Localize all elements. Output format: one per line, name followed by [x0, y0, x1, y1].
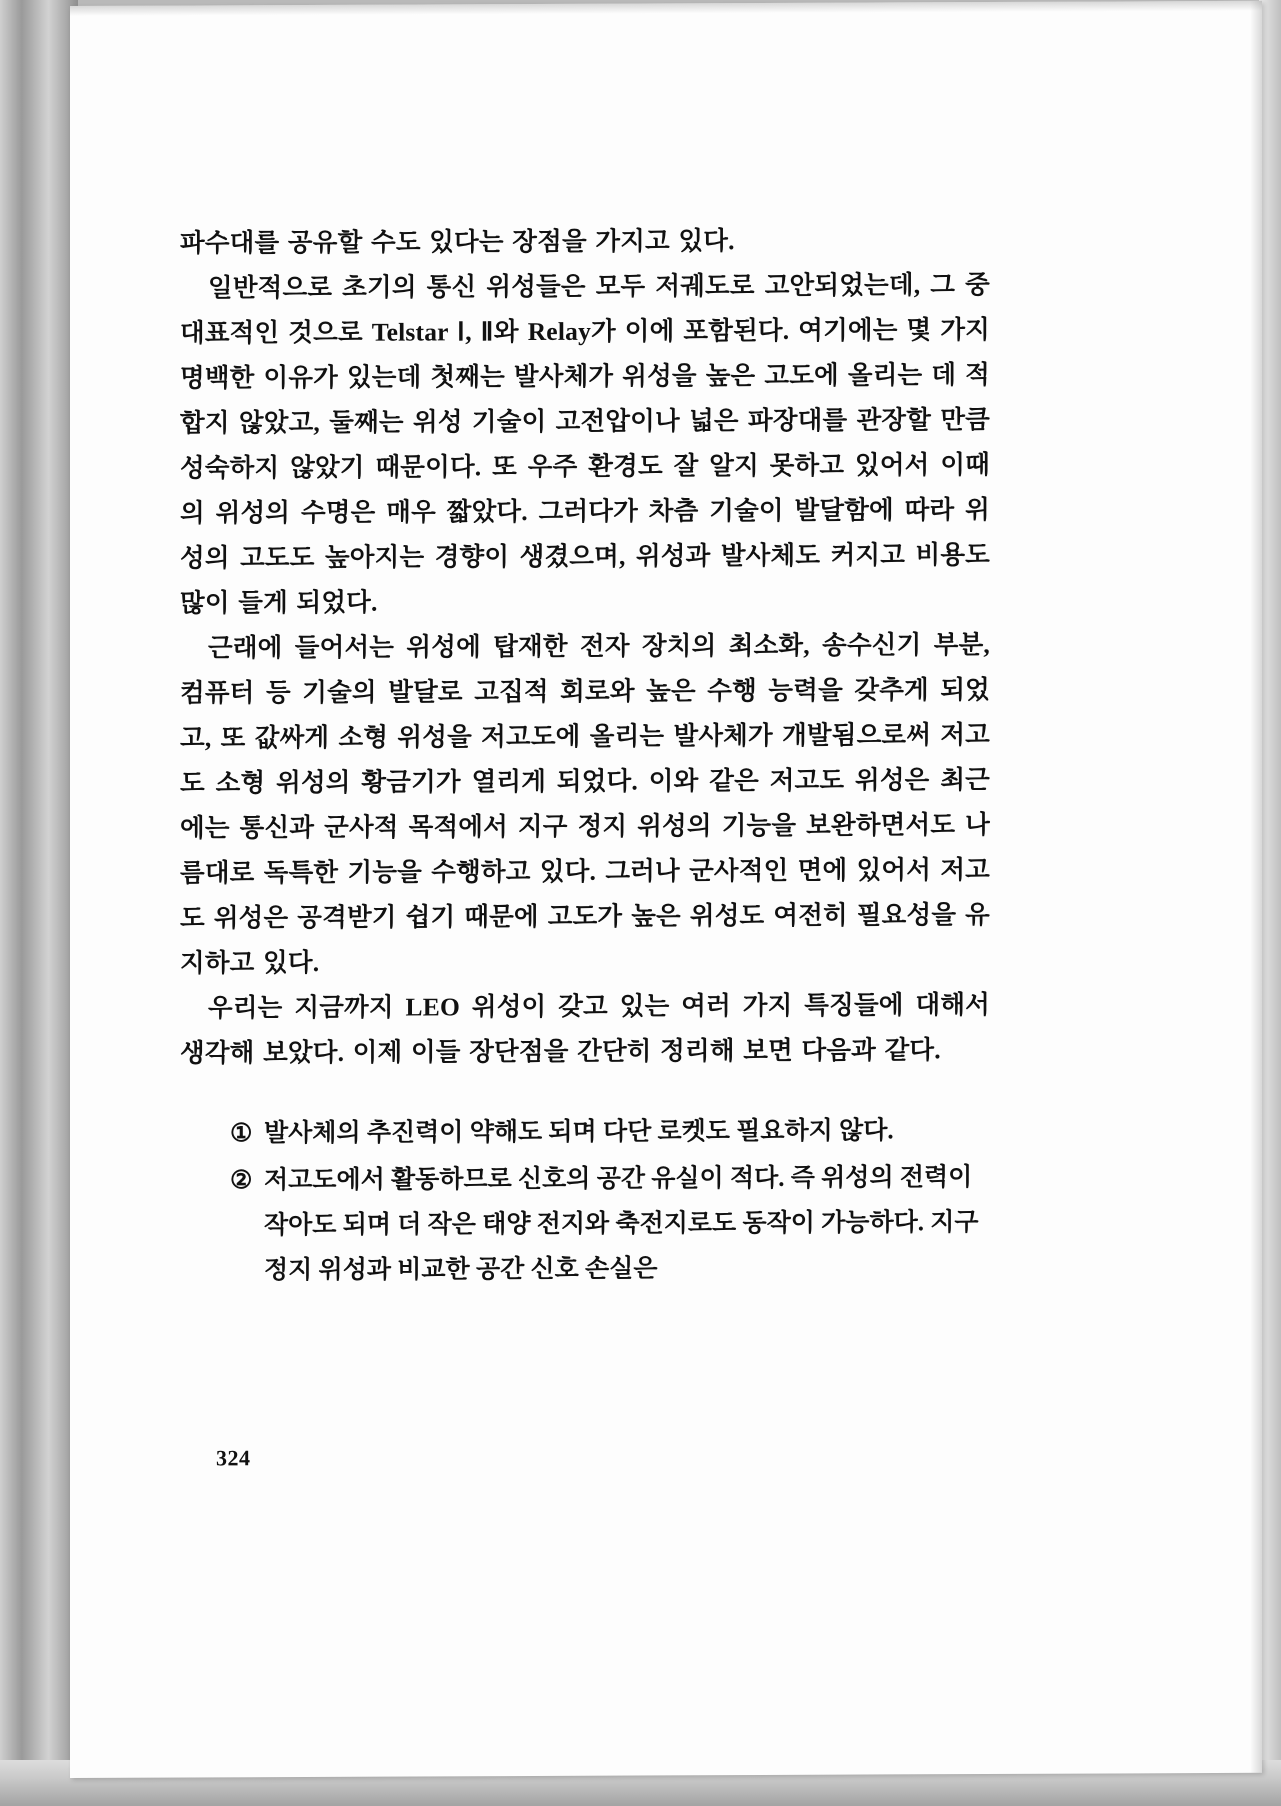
paragraph-4: 우리는 지금까지 LEO 위성이 갖고 있는 여러 가지 특징들에 대해서 생각해 보았다. 이제 이들 장단점을 간단히 정리해 보면 다음과 같다. [180, 989, 990, 1068]
list-item-text: 발사체의 추진력이 약해도 되며 다단 로켓도 필요하지 않다. [264, 1117, 894, 1148]
list-item-marker: ② [230, 1167, 253, 1195]
list-item [230, 1155, 990, 1293]
list-item-marker: ① [230, 1120, 253, 1148]
page-edge-fade-right [1250, 1, 1262, 1773]
paragraph-2: 일반적으로 초기의 통신 위성들은 모두 저궤도로 고안되었는데, 그 중 대표적인 것으로 Telstar Ⅰ, Ⅱ와 Relay가 이에 포함된다. 여기에는 몇 가지 명백한 이유가 있는데 첫째는 발사체가 위성을 높은 고도에 올리는 데 적합지 않았고, 둘째는 위성 기술이 고전압이나 넓은 파장대를 관장할 만큼 성숙하지 않았기 때문이다. 또 우주 환경도 잘 알지 못하고 있어서 이때의 위성의 수명은 매우 짧았다. 그러다가 차츰 기술이 발달함에 따라 위성의 고도도 높아지는 경향이 생겼으며, 위성과 발사체도 커지고 비용도 많이 들게 되었다. [180, 269, 990, 618]
page-edge-fade-top [70, 1, 1262, 16]
book-gutter-shadow-left [0, 0, 78, 1806]
paragraph-3: 근래에 들어서는 위성에 탑재한 전자 장치의 최소화, 송수신기 부분, 컴퓨터 등 기술의 발달로 고집적 회로와 높은 수행 능력을 갖추게 되었고, 또 값싸게 소형 위성을 저고도에 올리는 발사체가 개발됨으로써 저고도 소형 위성의 황금기가 열리게 되었다. 이와 같은 저고도 위성은 최근에는 통신과 군사적 목적에서 지구 정지 위성의 기능을 보완하면서도 나름대로 독특한 기능을 수행하고 있다. 그러나 군사적인 면에 있어서 저고도 위성은 공격받기 쉽기 때문에 고도가 높은 위성도 여전히 필요성을 유지하고 있다. [180, 629, 990, 978]
body-text-column [180, 217, 990, 1296]
enumerated-list [180, 1108, 990, 1294]
list-item [230, 1108, 990, 1156]
paragraph-1: 파수대를 공유할 수도 있다는 장점을 가지고 있다. [180, 226, 735, 258]
list-item-text: 저고도에서 활동하므로 신호의 공간 유실이 적다. 즉 위성의 전력이 작아도 되며 더 작은 태양 전지와 축전지로도 동작이 가능하다. 지구 정지 위성과 비교한 공간 신호 손실은 [264, 1164, 979, 1285]
page-edge-shadow-right [1259, 0, 1281, 1806]
page-number: 324 [216, 1445, 251, 1471]
page-sheet [70, 1, 1262, 1778]
